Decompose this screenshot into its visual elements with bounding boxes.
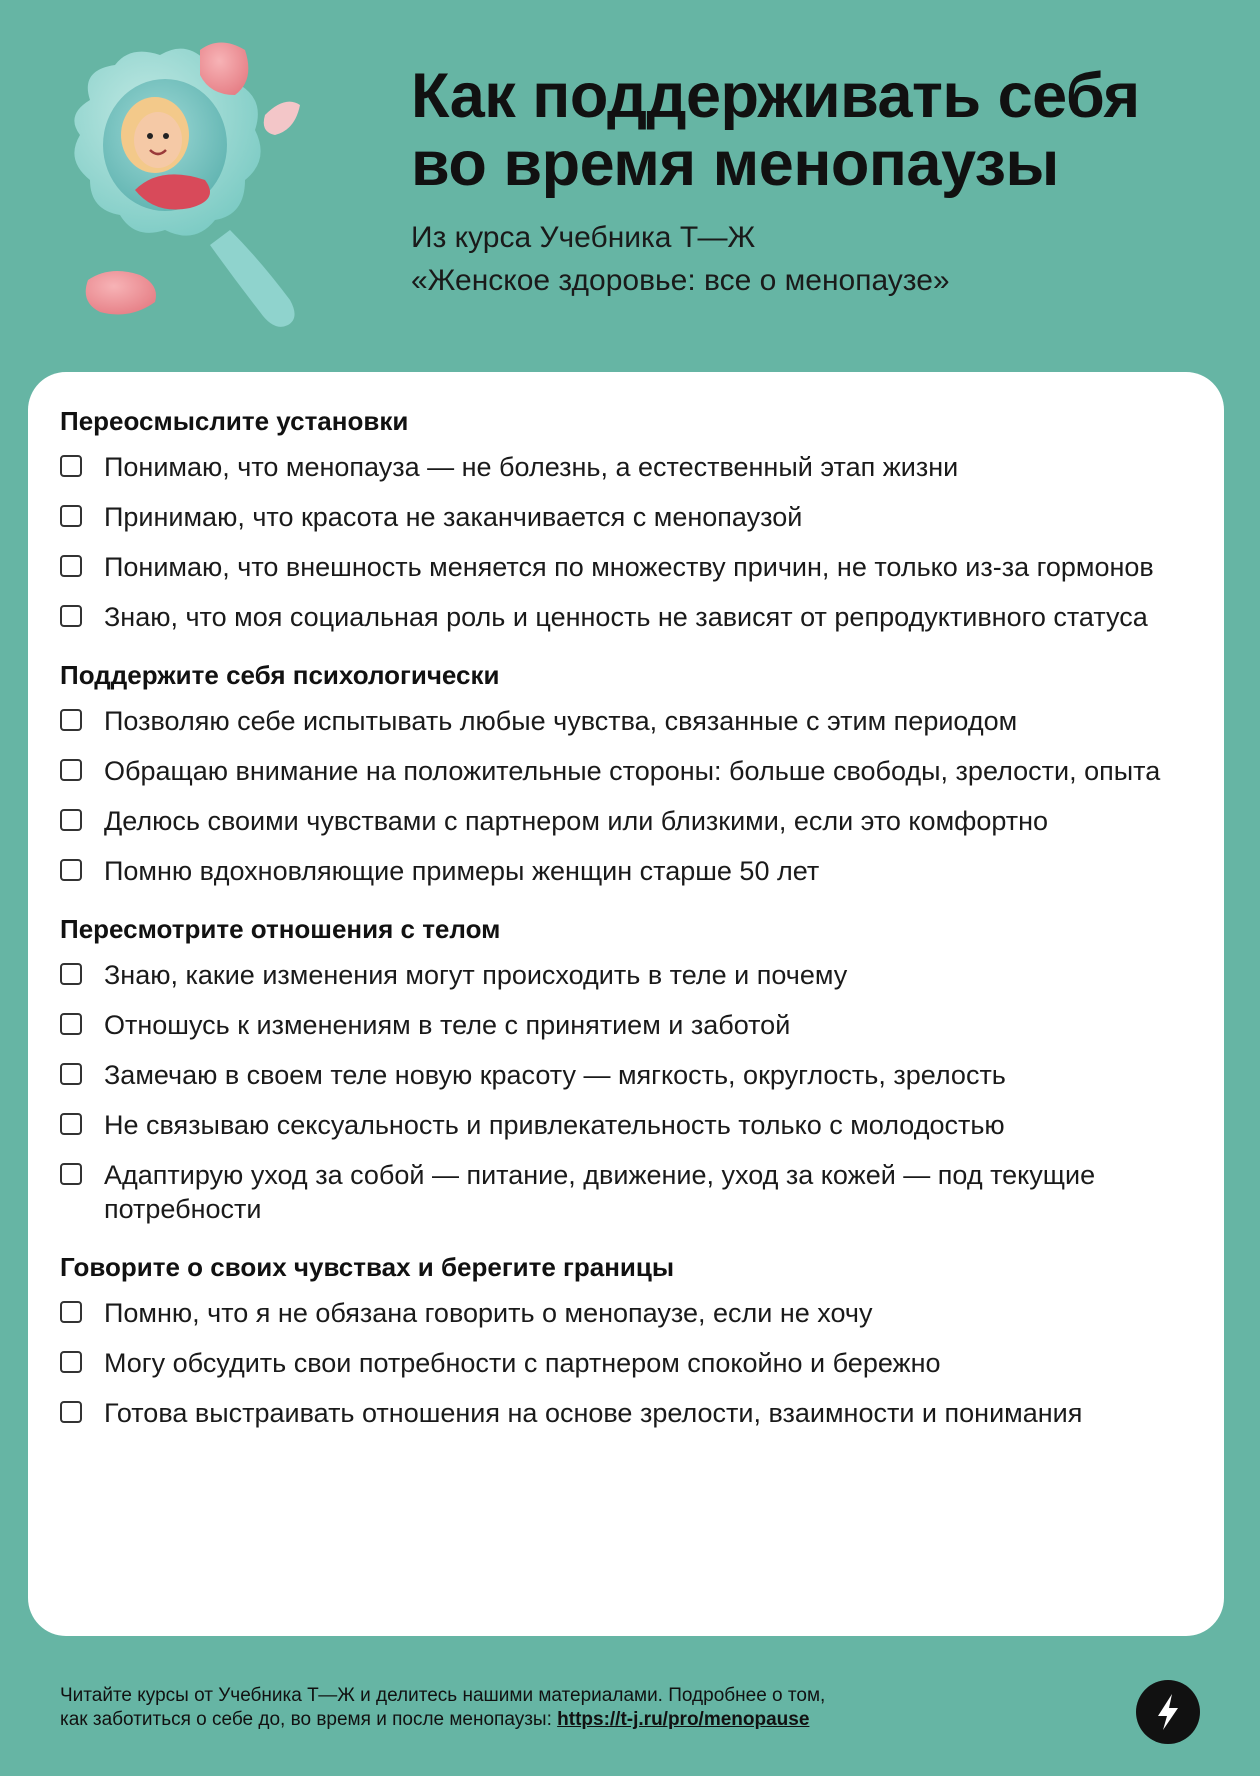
checklist [60, 404, 1224, 1430]
checkbox[interactable] [60, 1301, 82, 1323]
checkbox[interactable] [60, 455, 82, 477]
checklist-item-label: Готова выстраивать отношения на основе зрелости, взаимности и понимания [104, 1398, 1083, 1428]
footer-line-1: Читайте курсы от Учебника Т—Ж и делитесь нашими материалами. Подробнее о том, [60, 1685, 826, 1706]
section-title: Поддержите себя психологически [60, 660, 500, 690]
checklist-item-label: Понимаю, что внешность меняется по множеству причин, не только из-за гормонов [104, 552, 1154, 582]
checklist-item [60, 1346, 1224, 1380]
checklist-item-label: Знаю, что моя социальная роль и ценность не зависят от репродуктивного статуса [104, 602, 1148, 632]
checklist-item-label: Понимаю, что менопауза — не болезнь, а естественный этап жизни [104, 452, 959, 482]
title-line-1: Как поддерживать себя [411, 61, 1140, 131]
checklist-card [28, 372, 1224, 1636]
checkbox[interactable] [60, 1163, 82, 1185]
checkbox[interactable] [60, 1351, 82, 1373]
checklist-item [60, 550, 1224, 584]
footer-line-2 [60, 1708, 980, 1732]
page-title [411, 62, 1231, 198]
checklist-item [60, 754, 1224, 788]
checklist-item-label: Принимаю, что красота не заканчивается с менопаузой [104, 502, 803, 532]
checklist-item-label: Замечаю в своем теле новую красоту — мягкость, округлость, зрелость [104, 1060, 1006, 1090]
subtitle-line-2: «Женское здоровье: все о менопаузе» [411, 264, 950, 297]
checkbox[interactable] [60, 555, 82, 577]
checklist-item [60, 854, 1224, 888]
checkbox[interactable] [60, 1063, 82, 1085]
checkbox[interactable] [60, 709, 82, 731]
checkbox[interactable] [60, 1401, 82, 1423]
checklist-item-label: Могу обсудить свои потребности с партнером спокойно и бережно [104, 1348, 941, 1378]
checklist-item [60, 500, 1224, 534]
checklist-item-label: Позволяю себе испытывать любые чувства, связанные с этим периодом [104, 706, 1018, 736]
checkbox[interactable] [60, 859, 82, 881]
header [411, 62, 1231, 302]
checkbox[interactable] [60, 759, 82, 781]
checkbox[interactable] [60, 605, 82, 627]
checklist-item-label: Знаю, какие изменения могут происходить в теле и почему [104, 960, 848, 990]
checkbox[interactable] [60, 505, 82, 527]
checklist-item [60, 704, 1224, 738]
checklist-item [60, 958, 1224, 992]
lightning-logo-icon [1136, 1680, 1200, 1744]
section-title: Пересмотрите отношения с телом [60, 914, 501, 944]
checklist-item [60, 1008, 1224, 1042]
subtitle [411, 216, 1231, 302]
checklist-item [60, 1158, 1224, 1226]
title-line-2: во время менопаузы [411, 129, 1059, 199]
checklist-item-label: Делюсь своими чувствами с партнером или близкими, если это комфортно [104, 806, 1049, 836]
checklist-item [60, 600, 1224, 634]
checklist-section [60, 404, 1224, 634]
checkbox[interactable] [60, 1013, 82, 1035]
footer-link[interactable]: https://t-j.ru/pro/menopause [557, 1709, 810, 1730]
checkbox[interactable] [60, 963, 82, 985]
checklist-section [60, 912, 1224, 1226]
checklist-section [60, 658, 1224, 888]
checklist-item [60, 450, 1224, 484]
checklist-item-label: Отношусь к изменениям в теле с принятием и заботой [104, 1010, 791, 1040]
mirror-illustration-icon [60, 40, 350, 340]
checklist-item [60, 1058, 1224, 1092]
checklist-item-label: Обращаю внимание на положительные стороны: больше свободы, зрелости, опыта [104, 756, 1161, 786]
footer-line-2-text: как заботиться о себе до, во время и после менопаузы: [60, 1709, 558, 1730]
checklist-item-label: Помню вдохновляющие примеры женщин старше 50 лет [104, 856, 820, 886]
checklist-item-label: Не связываю сексуальность и привлекательность только с молодостью [104, 1110, 1005, 1140]
checklist-item-label: Адаптирую уход за собой — питание, движение, уход за кожей — под текущие потребности [104, 1160, 1096, 1224]
checklist-item-label: Помню, что я не обязана говорить о менопаузе, если не хочу [104, 1298, 873, 1328]
checkbox[interactable] [60, 809, 82, 831]
checklist-item [60, 1296, 1224, 1330]
footer [60, 1684, 980, 1732]
checklist-item [60, 1396, 1224, 1430]
section-title: Переосмыслите установки [60, 406, 409, 436]
subtitle-line-1: Из курса Учебника Т—Ж [411, 221, 756, 254]
checkbox[interactable] [60, 1113, 82, 1135]
checklist-item [60, 804, 1224, 838]
checklist-item [60, 1108, 1224, 1142]
checklist-section [60, 1250, 1224, 1430]
section-title: Говорите о своих чувствах и берегите границы [60, 1252, 675, 1282]
